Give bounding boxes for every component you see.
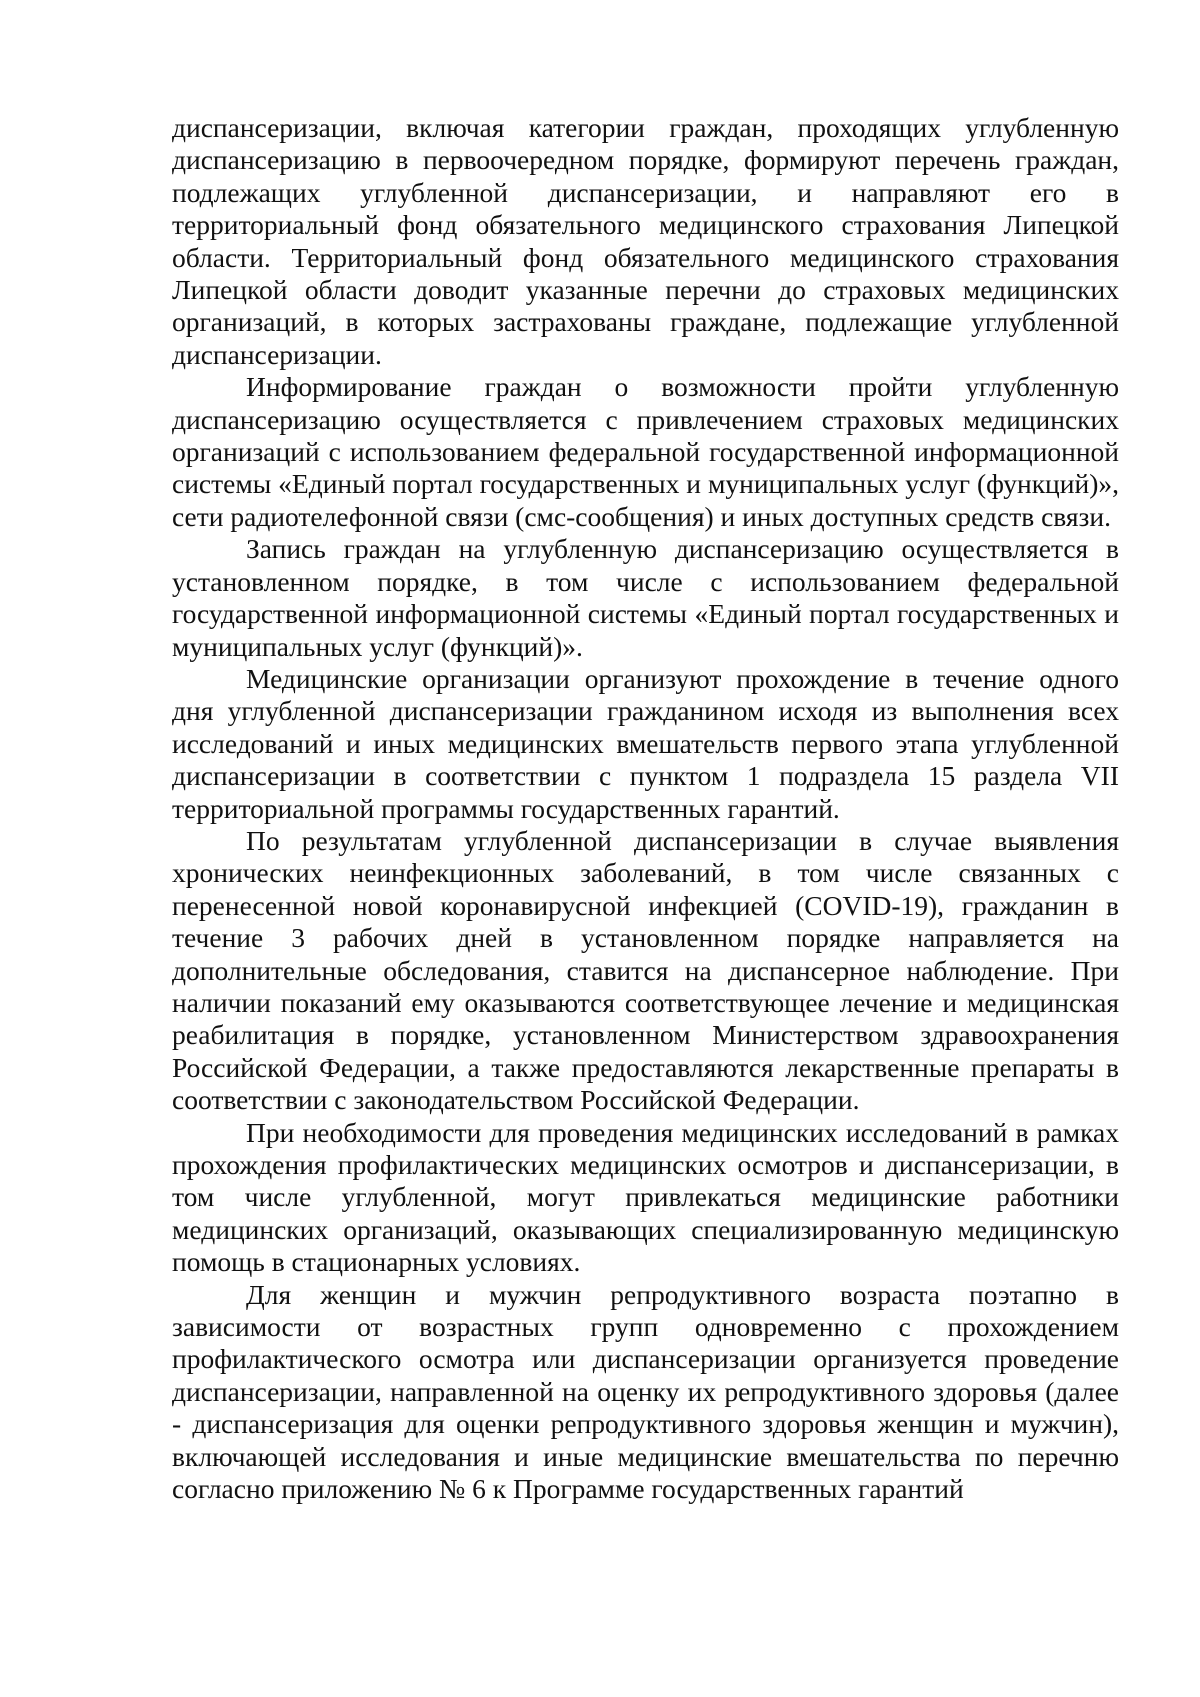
paragraph-continued: диспансеризации, включая категории граждан, проходящих углубленную диспансеризацию в первоочередном порядке, формируют перечень граждан, подлежащих углубленной диспансеризации, и направляют его в территориальный фонд обязательного медицинского страхования Липецкой области. Территориальный фонд обязательного медицинского страхования Липецкой области доводит указанные перечни до страховых медицинских организаций, в которых застрахованы граждане, подлежащие углубленной диспансеризации.	[172, 112, 1119, 370]
paragraph-registration: Запись граждан на углубленную диспансеризацию осуществляется в установленном порядке, в том числе с использованием федеральной государственной информационной системы «Единый портал государственных и муниципальных услуг (функций)».	[172, 533, 1119, 662]
paragraph-reproductive: Для женщин и мужчин репродуктивного возраста поэтапно в зависимости от возрастных групп одновременно с прохождением профилактического осмотра или диспансеризации организуется проведение диспансеризации, направленной на оценку их репродуктивного здоровья (далее - диспансеризация для оценки репродуктивного здоровья женщин и мужчин), включающей исследования и иные медицинские вмешательства по перечню согласно приложению № 6 к Программе государственных гарантий	[172, 1278, 1119, 1505]
paragraph-informing: Информирование граждан о возможности пройти углубленную диспансеризацию осуществляется с привлечением страховых медицинских организаций с использованием федеральной государственной информационной системы «Единый портал государственных и муниципальных услуг (функций)», сети радиотелефонной связи (смс-сообщения) и иных доступных средств связи.	[172, 371, 1119, 532]
document-page	[172, 112, 1119, 1505]
paragraph-involvement: При необходимости для проведения медицинских исследований в рамках прохождения профилактических медицинских осмотров и диспансеризации, в том числе углубленной, могут привлекаться медицинские работники медицинских организаций, оказывающих специализированную медицинскую помощь в стационарных условиях.	[172, 1116, 1119, 1278]
paragraph-one-day: Медицинские организации организуют прохождение в течение одного дня углубленной диспансеризации гражданином исходя из выполнения всех исследований и иных медицинских вмешательств первого этапа углубленной диспансеризации в соответствии с пунктом 1 подраздела 15 раздела VII территориальной программы государственных гарантий.	[172, 662, 1119, 824]
paragraph-results: По результатам углубленной диспансеризации в случае выявления хронических неинфекционных заболеваний, в том числе связанных с перенесенной новой коронавирусной инфекцией (COVID-19), гражданин в течение 3 рабочих дней в установленном порядке направляется на дополнительные обследования, ставится на диспансерное наблюдение. При наличии показаний ему оказываются соответствующее лечение и медицинская реабилитация в порядке, установленном Министерством здравоохранения Российской Федерации, а также предоставляются лекарственные препараты в соответствии с законодательством Российской Федерации.	[172, 824, 1119, 1116]
